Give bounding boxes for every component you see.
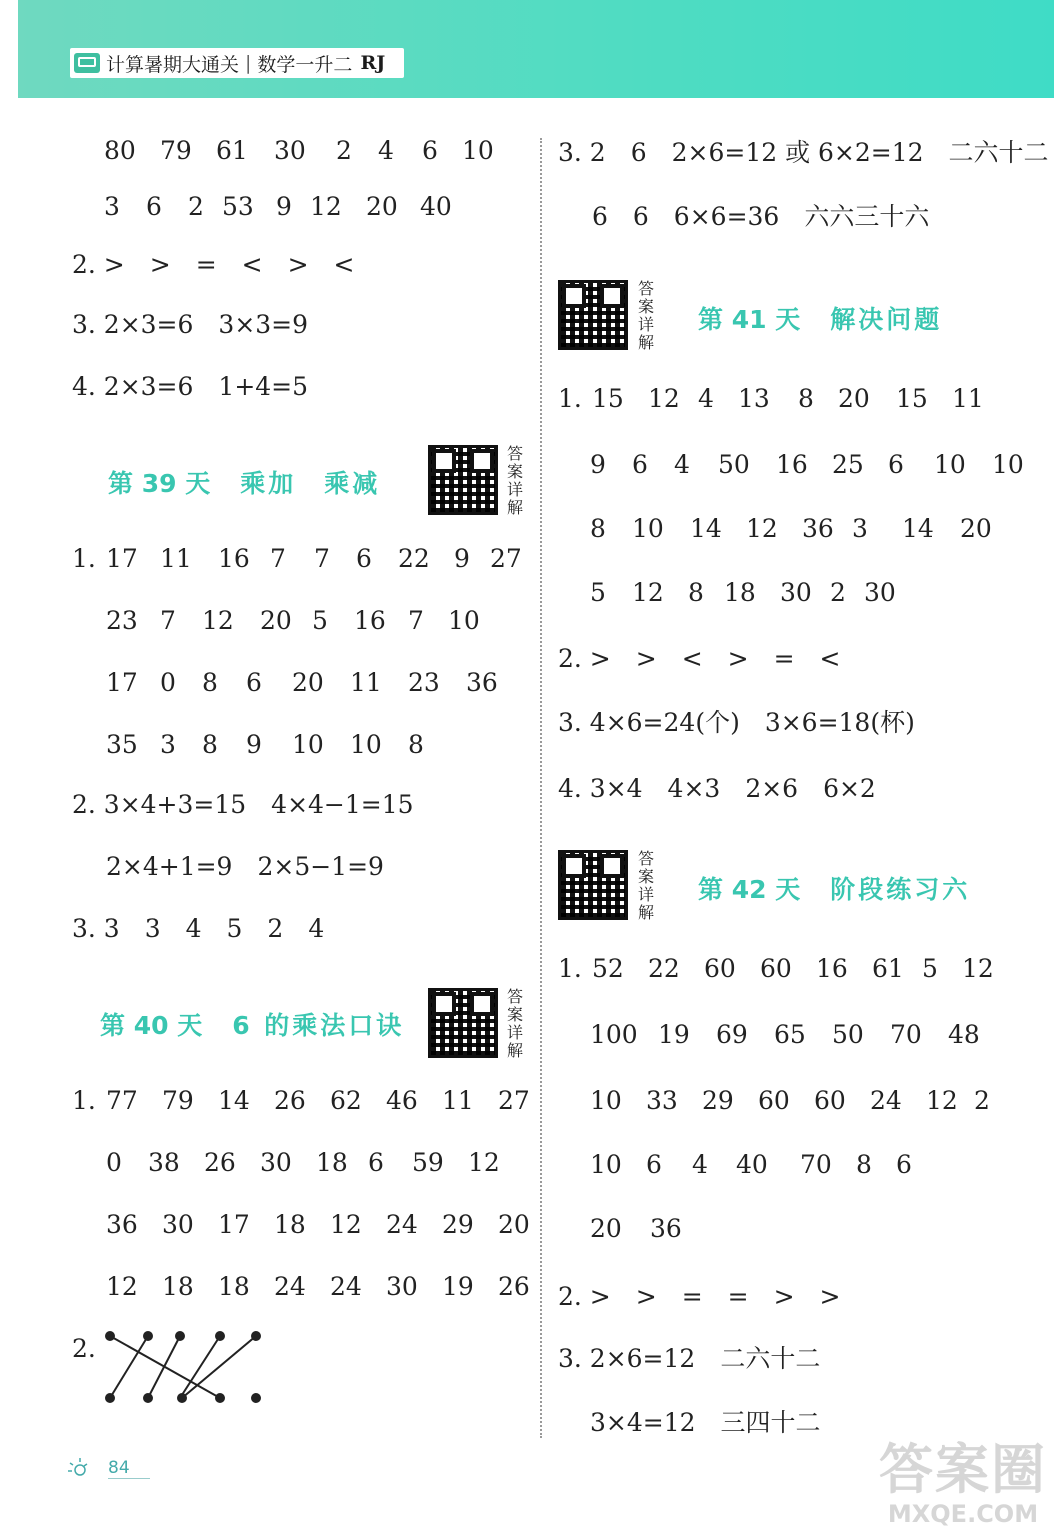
- book-subject: 数学一升二: [257, 53, 353, 76]
- book-icon: [74, 53, 100, 73]
- day40-q1-row-4: 12 18 18 24 24 30 19 26: [106, 1272, 530, 1301]
- match-line: [180, 1336, 220, 1398]
- match-line: [148, 1336, 180, 1398]
- day41-q1-row-2: 9 6 4 50 16 25 6 10 10: [590, 450, 1024, 479]
- day39-q1-row-1: 1. 17 11 16 7 7 6 22 9 27: [72, 544, 522, 573]
- page-number: 84: [108, 1458, 150, 1479]
- day41-title: [698, 300, 942, 336]
- day39-q2-line-1: 2. 3×4+3=15 4×4−1=15: [72, 790, 414, 819]
- match-dot: [106, 1332, 114, 1340]
- column-divider: [540, 138, 542, 1438]
- match-dot: [144, 1394, 152, 1402]
- day39-q3: 3. 3 3 4 5 2 4: [72, 914, 325, 943]
- match-dot: [176, 1332, 184, 1340]
- day39-topic: 乘加 乘减: [240, 469, 381, 498]
- day40-q1-row-2: 0 38 26 30 18 6 59 12: [106, 1148, 500, 1177]
- right-prev-q3-line-1: 3. 2 6 2×6=12 或 6×2=12 二六十二: [558, 138, 1049, 167]
- qr-caption: 答 案 详 解: [506, 444, 523, 517]
- match-dot: [106, 1394, 114, 1402]
- prev-q3: 3. 2×3=6 3×3=9: [72, 310, 309, 339]
- day42-q1-row-1: 1. 52 22 60 60 16 61 5 12: [558, 954, 994, 983]
- match-dot: [216, 1332, 224, 1340]
- prev-row-2: 3 6 2 53 9 12 20 40: [104, 192, 452, 221]
- day39-title: [108, 464, 380, 500]
- day42-label: 第 42 天: [698, 875, 801, 904]
- matching-lines-diagram: [100, 1326, 270, 1406]
- day41-q2: 2. > > < > = <: [558, 644, 841, 673]
- book-edition: RJ: [360, 52, 386, 74]
- day42-title: [698, 870, 970, 906]
- day39-q2-line-2: 2×4+1=9 2×5−1=9: [106, 852, 384, 881]
- day41-label: 第 41 天: [698, 305, 801, 334]
- title-separator: |: [245, 52, 252, 74]
- day42-topic: 阶段练习六: [830, 875, 971, 904]
- match-dot: [252, 1332, 260, 1340]
- prev-q2: 2. > > = < > <: [72, 250, 355, 279]
- day42-q1-row-4: 10 6 4 40 70 8 6: [590, 1150, 912, 1179]
- match-dot: [252, 1394, 260, 1402]
- day40-label: 第 40 天: [100, 1011, 203, 1040]
- match-line: [182, 1336, 256, 1398]
- book-title: 计算暑期大通关: [106, 53, 240, 76]
- day40-topic: 6 的乘法口诀: [232, 1011, 405, 1040]
- sun-icon: [66, 1456, 90, 1480]
- day42-q3-line-2: 3×4=12 三四十二: [590, 1408, 821, 1437]
- day40-q1-row-3: 36 30 17 18 12 24 29 20: [106, 1210, 530, 1239]
- match-dot: [144, 1332, 152, 1340]
- prev-row-1: 80 79 61 30 2 4 6 10: [104, 136, 494, 165]
- prev-q4: 4. 2×3=6 1+4=5: [72, 372, 309, 401]
- qr-code-icon[interactable]: [558, 280, 628, 350]
- day39-q1-row-2: 23 7 12 20 5 16 7 10: [106, 606, 480, 635]
- qr-code-icon[interactable]: [428, 445, 498, 515]
- match-line: [110, 1336, 148, 1398]
- qr-caption: 答 案 详 解: [637, 849, 654, 922]
- day42-q1-row-3: 10 33 29 60 60 24 12 2: [590, 1086, 990, 1115]
- watermark: [878, 1440, 1048, 1532]
- qr-code-icon[interactable]: [558, 850, 628, 920]
- right-prev-q3-line-2: 6 6 6×6=36 六六三十六: [592, 202, 930, 231]
- day41-q4: 4. 3×4 4×3 2×6 6×2: [558, 774, 876, 803]
- match-dot: [178, 1394, 186, 1402]
- day41-topic: 解决问题: [830, 305, 943, 334]
- day42-q1-row-5: 20 36: [590, 1214, 682, 1243]
- day42-q2: 2. > > = = > >: [558, 1282, 841, 1311]
- day41-q3: 3. 4×6=24(个) 3×6=18(杯): [558, 708, 915, 737]
- qr-code-icon[interactable]: [428, 988, 498, 1058]
- day41-q1-row-4: 5 12 8 18 30 2 30: [590, 578, 896, 607]
- day41-q1-row-1: 1. 15 12 4 13 8 20 15 11: [558, 384, 984, 413]
- day40-title: [100, 1006, 404, 1042]
- match-dot: [216, 1394, 224, 1402]
- book-title-banner: [70, 48, 404, 78]
- day42-q1-row-2: 100 19 69 65 50 70 48: [590, 1020, 980, 1049]
- qr-caption: 答 案 详 解: [637, 279, 654, 352]
- qr-caption: 答 案 详 解: [506, 987, 523, 1060]
- day39-q1-row-4: 35 3 8 9 10 10 8: [106, 730, 424, 759]
- day41-q1-row-3: 8 10 14 12 36 3 14 20: [590, 514, 992, 543]
- day39-q1-row-3: 17 0 8 6 20 11 23 36: [106, 668, 498, 697]
- watermark-main: 答案圈: [879, 1438, 1047, 1501]
- day42-q3-line-1: 3. 2×6=12 二六十二: [558, 1344, 821, 1373]
- watermark-url: MXQE.COM: [887, 1500, 1039, 1528]
- day40-q2-label: 2.: [72, 1334, 96, 1363]
- day40-q1-row-1: 1. 77 79 14 26 62 46 11 27: [72, 1086, 530, 1115]
- day39-label: 第 39 天: [108, 469, 211, 498]
